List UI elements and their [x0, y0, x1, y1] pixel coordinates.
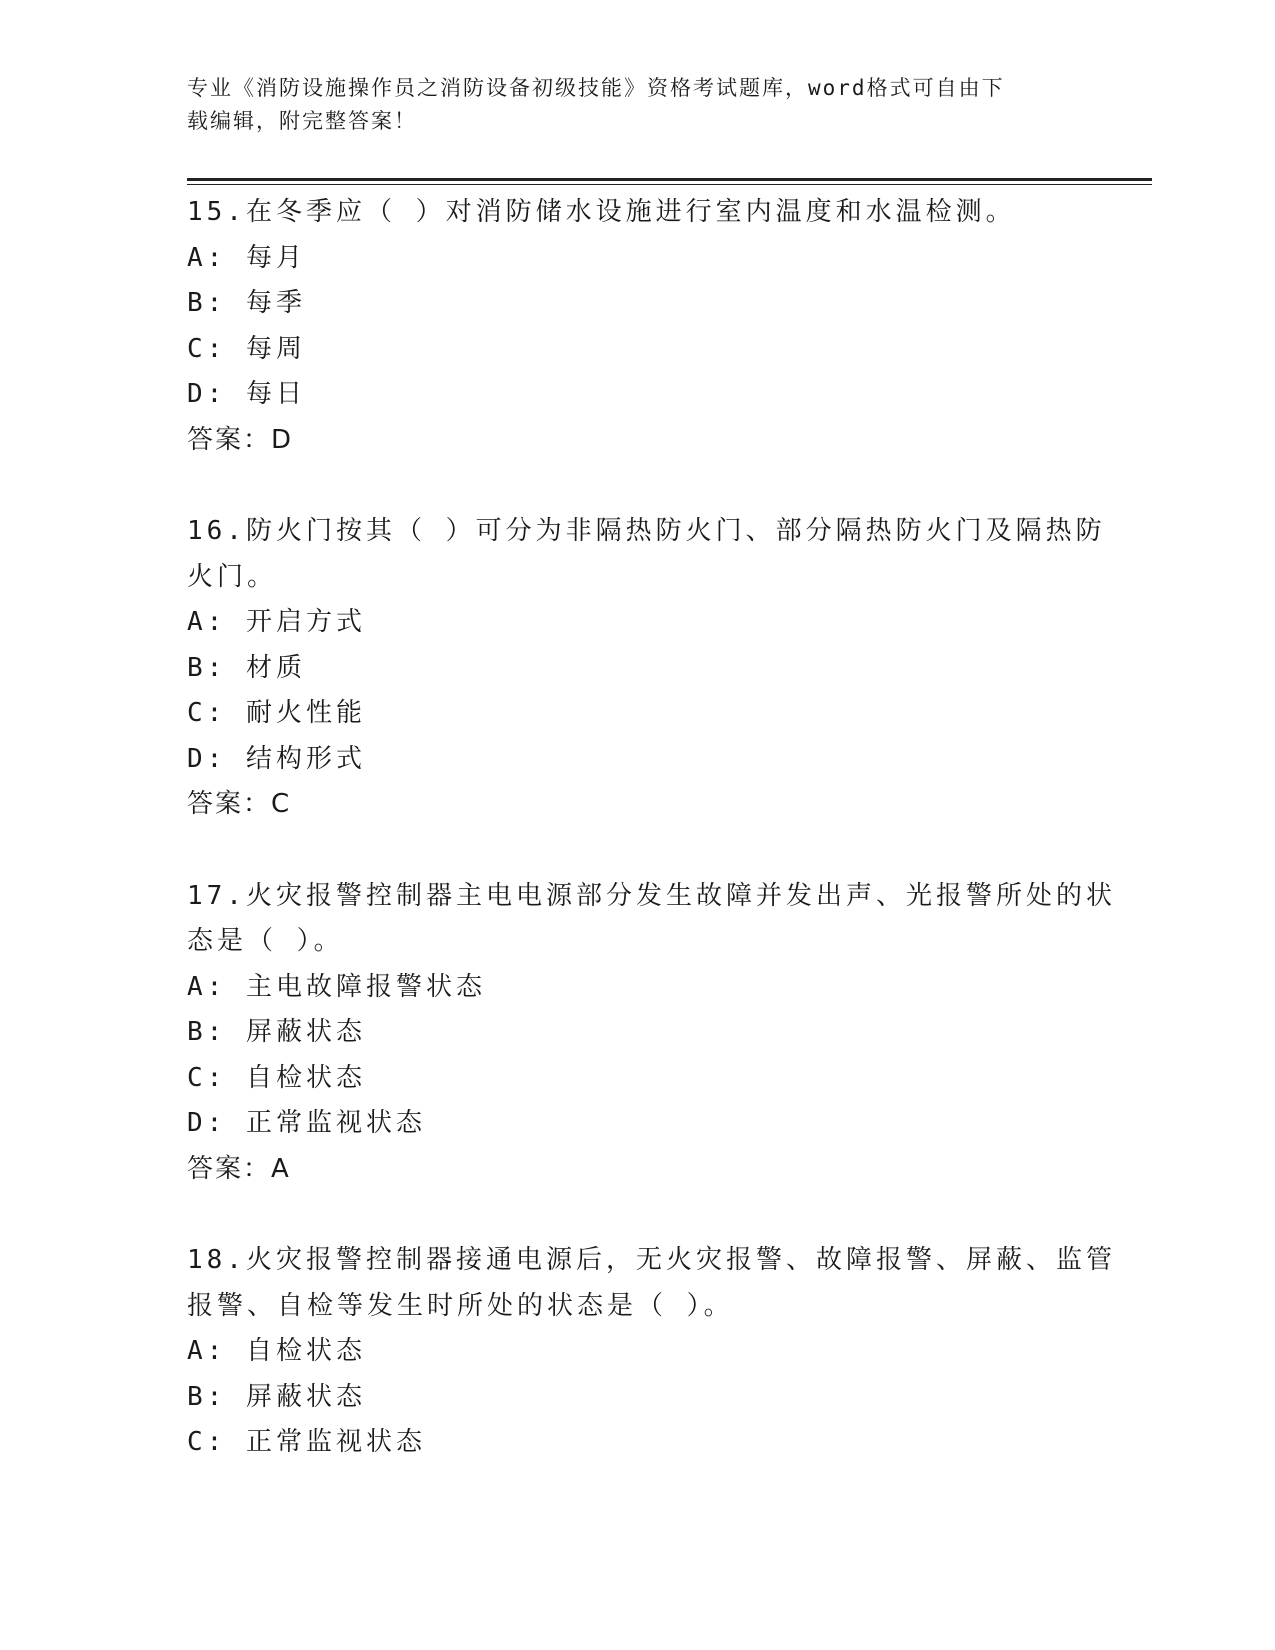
- option-c: C: 正常监视状态: [187, 1427, 426, 1457]
- question-stem: 18.火灾报警控制器接通电源后，无火灾报警、故障报警、屏蔽、监管: [187, 1245, 1116, 1275]
- option-c: C: 耐火性能: [187, 698, 366, 728]
- option-d: D: 结构形式: [187, 743, 366, 774]
- option-a: A: 自检状态: [187, 1336, 366, 1366]
- option-d: D: 每日: [187, 379, 306, 409]
- option-b: B: 材质: [187, 652, 306, 683]
- question-17: [187, 874, 1116, 1193]
- question-stem: 17.火灾报警控制器主电电源部分发生故障并发出声、光报警所处的状: [187, 880, 1116, 911]
- option-b: B: 屏蔽状态: [187, 1017, 366, 1047]
- question-stem-continued: 态是（ ）。: [187, 926, 344, 956]
- option-c: C: 每周: [187, 333, 306, 364]
- option-b: B: 每季: [187, 288, 306, 318]
- question-stem: 16.防火门按其（ ）可分为非隔热防火门、部分隔热防火门及隔热防: [187, 516, 1106, 546]
- answer-line: 答案：C: [187, 789, 292, 819]
- option-a: A: 主电故障报警状态: [187, 971, 486, 1002]
- document-header: [187, 72, 1067, 138]
- question-15: [187, 190, 1077, 463]
- question-list: [187, 190, 1116, 1466]
- header-line-1: 专业《消防设施操作员之消防设备初级技能》资格考试题库，word格式可自由下: [187, 76, 1005, 100]
- option-a: A: 每月: [187, 242, 306, 273]
- question-16: [187, 509, 1106, 828]
- header-line-2: 载编辑，附完整答案！: [187, 109, 417, 133]
- option-c: C: 自检状态: [187, 1062, 366, 1093]
- question-stem-continued: 报警、自检等发生时所处的状态是（ ）。: [187, 1290, 734, 1321]
- option-b: B: 屏蔽状态: [187, 1381, 366, 1412]
- answer-line: 答案：D: [187, 424, 294, 455]
- question-stem-continued: 火门。: [187, 561, 278, 592]
- header-divider-thick: [187, 178, 1152, 181]
- question-stem: 15.在冬季应（ ）对消防储水设施进行室内温度和水温检测。: [187, 197, 1016, 227]
- question-18: [187, 1238, 1116, 1466]
- option-d: D: 正常监视状态: [187, 1108, 426, 1138]
- option-a: A: 开启方式: [187, 607, 366, 637]
- answer-line: 答案：A: [187, 1153, 291, 1184]
- header-divider-thin: [187, 184, 1152, 185]
